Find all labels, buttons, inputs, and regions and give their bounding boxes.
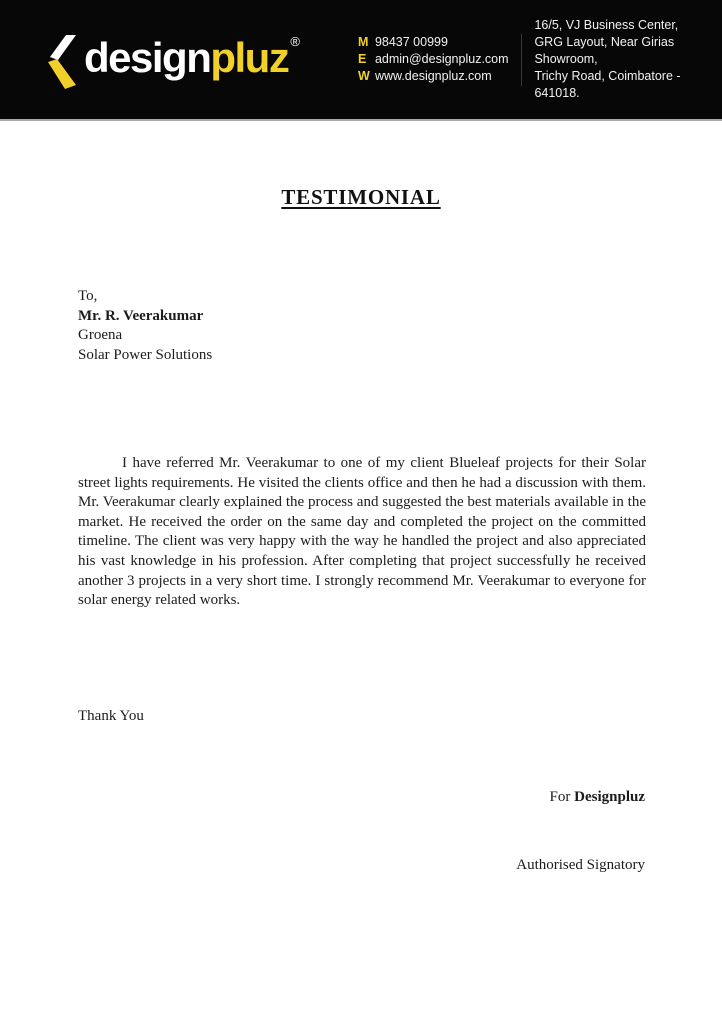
recipient-block (78, 287, 212, 365)
logo-text-design: design (84, 33, 211, 81)
authorised-signatory-label: Authorised Signatory (516, 857, 645, 873)
designpluz-chevron-icon (46, 35, 78, 89)
contact-row-mobile (358, 34, 509, 51)
header-vertical-divider (521, 34, 522, 86)
address-line-1: 16/5, VJ Business Center, (534, 18, 679, 32)
address-line-3: Trichy Road, Coimbatore - 641018. (534, 69, 681, 100)
mobile-number: 98437 00999 (374, 35, 448, 49)
testimonial-paragraph: I have referred Mr. Veerakumar to one of my client Blueleaf projects for their Solar street lights requirements. He visited the clients office and then he had a discussion with them. Mr. Veerakumar clearly explained the process and suggested the best materials available in the market. He received the order on the same day and completed the project on the committed timeline. The client was very happy with the way he handled the project and also appreciated his vast knowledge in his profession. After completing that project successfully he received another 3 projects in a very short time. I strongly recommend Mr. Veerakumar to everyone for solar energy related works. (78, 455, 646, 609)
recipient-salutation: To, (78, 288, 98, 304)
document-title: TESTIMONIAL (281, 185, 441, 209)
registered-trademark-symbol: ® (290, 33, 300, 49)
email-address: admin@designpluz.com (374, 52, 509, 66)
recipient-division: Solar Power Solutions (78, 346, 213, 363)
website-label: W (357, 69, 370, 83)
designpluz-logo (46, 31, 300, 89)
signature-for-line (550, 789, 645, 806)
mobile-label: M (357, 35, 369, 49)
logo-text-pluz: pluz (210, 33, 289, 81)
contact-row-website (358, 68, 509, 85)
recipient-name: Mr. R. Veerakumar (78, 307, 204, 324)
address-block (534, 17, 722, 102)
signature-for-label: For (549, 789, 571, 805)
letterhead-header (0, 0, 722, 121)
contact-info-block (358, 34, 509, 85)
contact-row-email (358, 51, 509, 68)
closing-text: Thank You (78, 708, 144, 724)
recipient-company: Groena (78, 327, 123, 344)
signature-company: Designpluz (574, 789, 645, 805)
address-line-2: GRG Layout, Near Girias Showroom, (534, 35, 675, 66)
email-label: E (357, 52, 367, 66)
logo-wordmark (84, 31, 288, 85)
website-url: www.designpluz.com (374, 69, 492, 83)
